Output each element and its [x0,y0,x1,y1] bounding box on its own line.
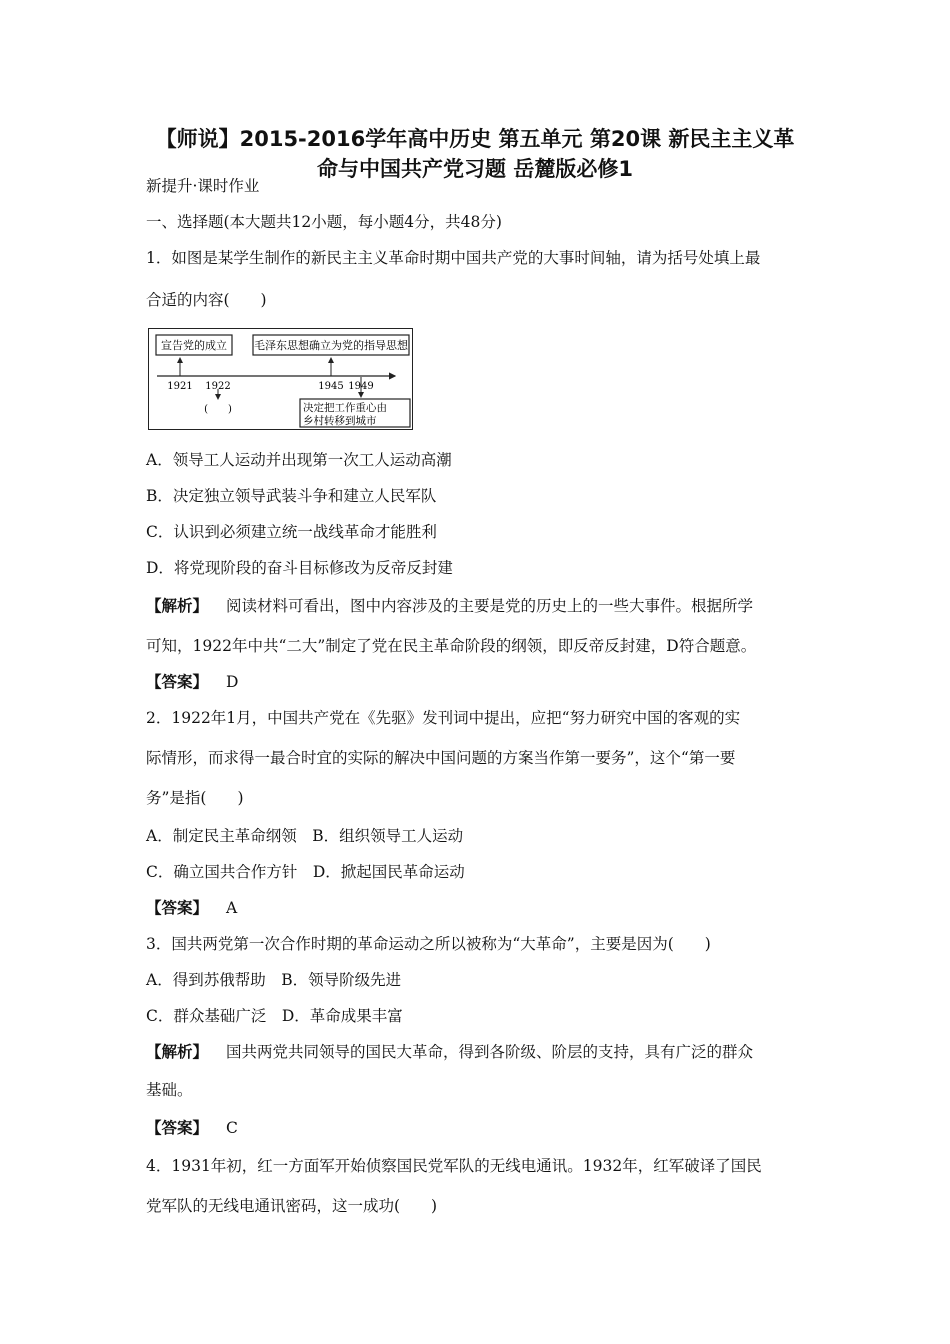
timeline-svg [149,329,414,431]
q1-option-c: C．认识到必须建立统一战线革命才能胜利 [146,523,437,541]
analysis-text: 国共两党共同领导的国民大革命，得到各阶级、阶层的支持，具有广泛的群众 [226,1043,754,1061]
timeline-blank: ( ) [204,404,232,415]
analysis-tag: 【解析】 [146,597,209,615]
q3-analysis-line-1 [146,1042,840,1062]
timeline-year-1921: 1921 [167,381,193,392]
q1-analysis-line-1 [146,596,840,616]
timeline-year-1945: 1945 [318,381,344,392]
subtitle: 新提升·课时作业 [146,177,260,195]
q4-stem-line-2: 党军队的无线电通讯密码，这一成功( ) [146,1197,438,1215]
answer-value: A [226,899,238,917]
timeline-figure [148,328,413,430]
q1-stem-line-2: 合适的内容( ) [146,291,267,309]
q4-stem-line-1: 4．1931年初，红一方面军开始侦察国民党军队的无线电通讯。1932年，红军破译了国民 [146,1157,762,1175]
q1-option-b: B．决定独立领导武装斗争和建立人民军队 [146,487,437,505]
analysis-text: 阅读材料可看出，图中内容涉及的主要是党的历史上的一些大事件。根据所学 [226,597,754,615]
q1-option-a: A．领导工人运动并出现第一次工人运动高潮 [146,451,452,469]
q1-stem-line-1: 1．如图是某学生制作的新民主主义革命时期中国共产党的大事时间轴，请为括号处填上最 [146,249,761,267]
q3-stem: 3．国共两党第一次合作时期的革命运动之所以被称为“大革命”，主要是因为( ) [146,935,711,953]
answer-value: D [226,673,239,691]
q3-options-ab: A．得到苏俄帮助 B．领导阶级先进 [146,971,402,989]
timeline-box-party-founding-label: 宣告党的成立 [161,339,227,352]
q1-option-d: D．将党现阶段的奋斗目标修改为反帝反封建 [146,559,453,577]
q3-options-cd: C．群众基础广泛 D．革命成果丰富 [146,1007,403,1025]
q3-analysis-line-2: 基础。 [146,1081,193,1099]
timeline-year-1949: 1949 [348,381,374,392]
answer-tag: 【答案】 [146,899,209,917]
title-line-2: 命与中国共产党习题 岳麓版必修1 [317,157,633,181]
document-title [120,124,830,184]
timeline-box-mao-thought-label: 毛泽东思想确立为党的指导思想 [254,339,408,352]
q1-answer [146,672,840,692]
timeline-box-shift-line-1: 决定把工作重心由 [303,402,387,414]
answer-tag: 【答案】 [146,673,209,691]
q1-analysis-line-2: 可知，1922年中共“二大”制定了党在民主革命阶段的纲领，即反帝反封建，D符合题意。 [146,637,757,655]
analysis-tag: 【解析】 [146,1043,209,1061]
answer-tag: 【答案】 [146,1119,209,1137]
q2-answer [146,898,840,918]
q2-options-ab: A．制定民主革命纲领 B．组织领导工人运动 [146,827,464,845]
q2-stem-line-3: 务”是指( ) [146,789,244,807]
timeline-box-shift-line-2: 乡村转移到城市 [303,415,377,427]
q2-options-cd: C．确立国共合作方针 D．掀起国民革命运动 [146,863,465,881]
section-heading: 一、选择题(本大题共12小题，每小题4分，共48分) [146,213,502,231]
title-line-1: 【师说】2015-2016学年高中历史 第五单元 第20课 新民主主义革 [155,127,795,151]
q2-stem-line-2: 际情形，而求得一最合时宜的实际的解决中国问题的方案当作第一要务”，这个“第一要 [146,749,736,767]
answer-value: C [226,1119,238,1137]
q3-answer [146,1118,840,1138]
q2-stem-line-1: 2．1922年1月，中国共产党在《先驱》发刊词中提出，应把“努力研究中国的客观的实 [146,709,741,727]
timeline-year-1922: 1922 [205,381,231,392]
